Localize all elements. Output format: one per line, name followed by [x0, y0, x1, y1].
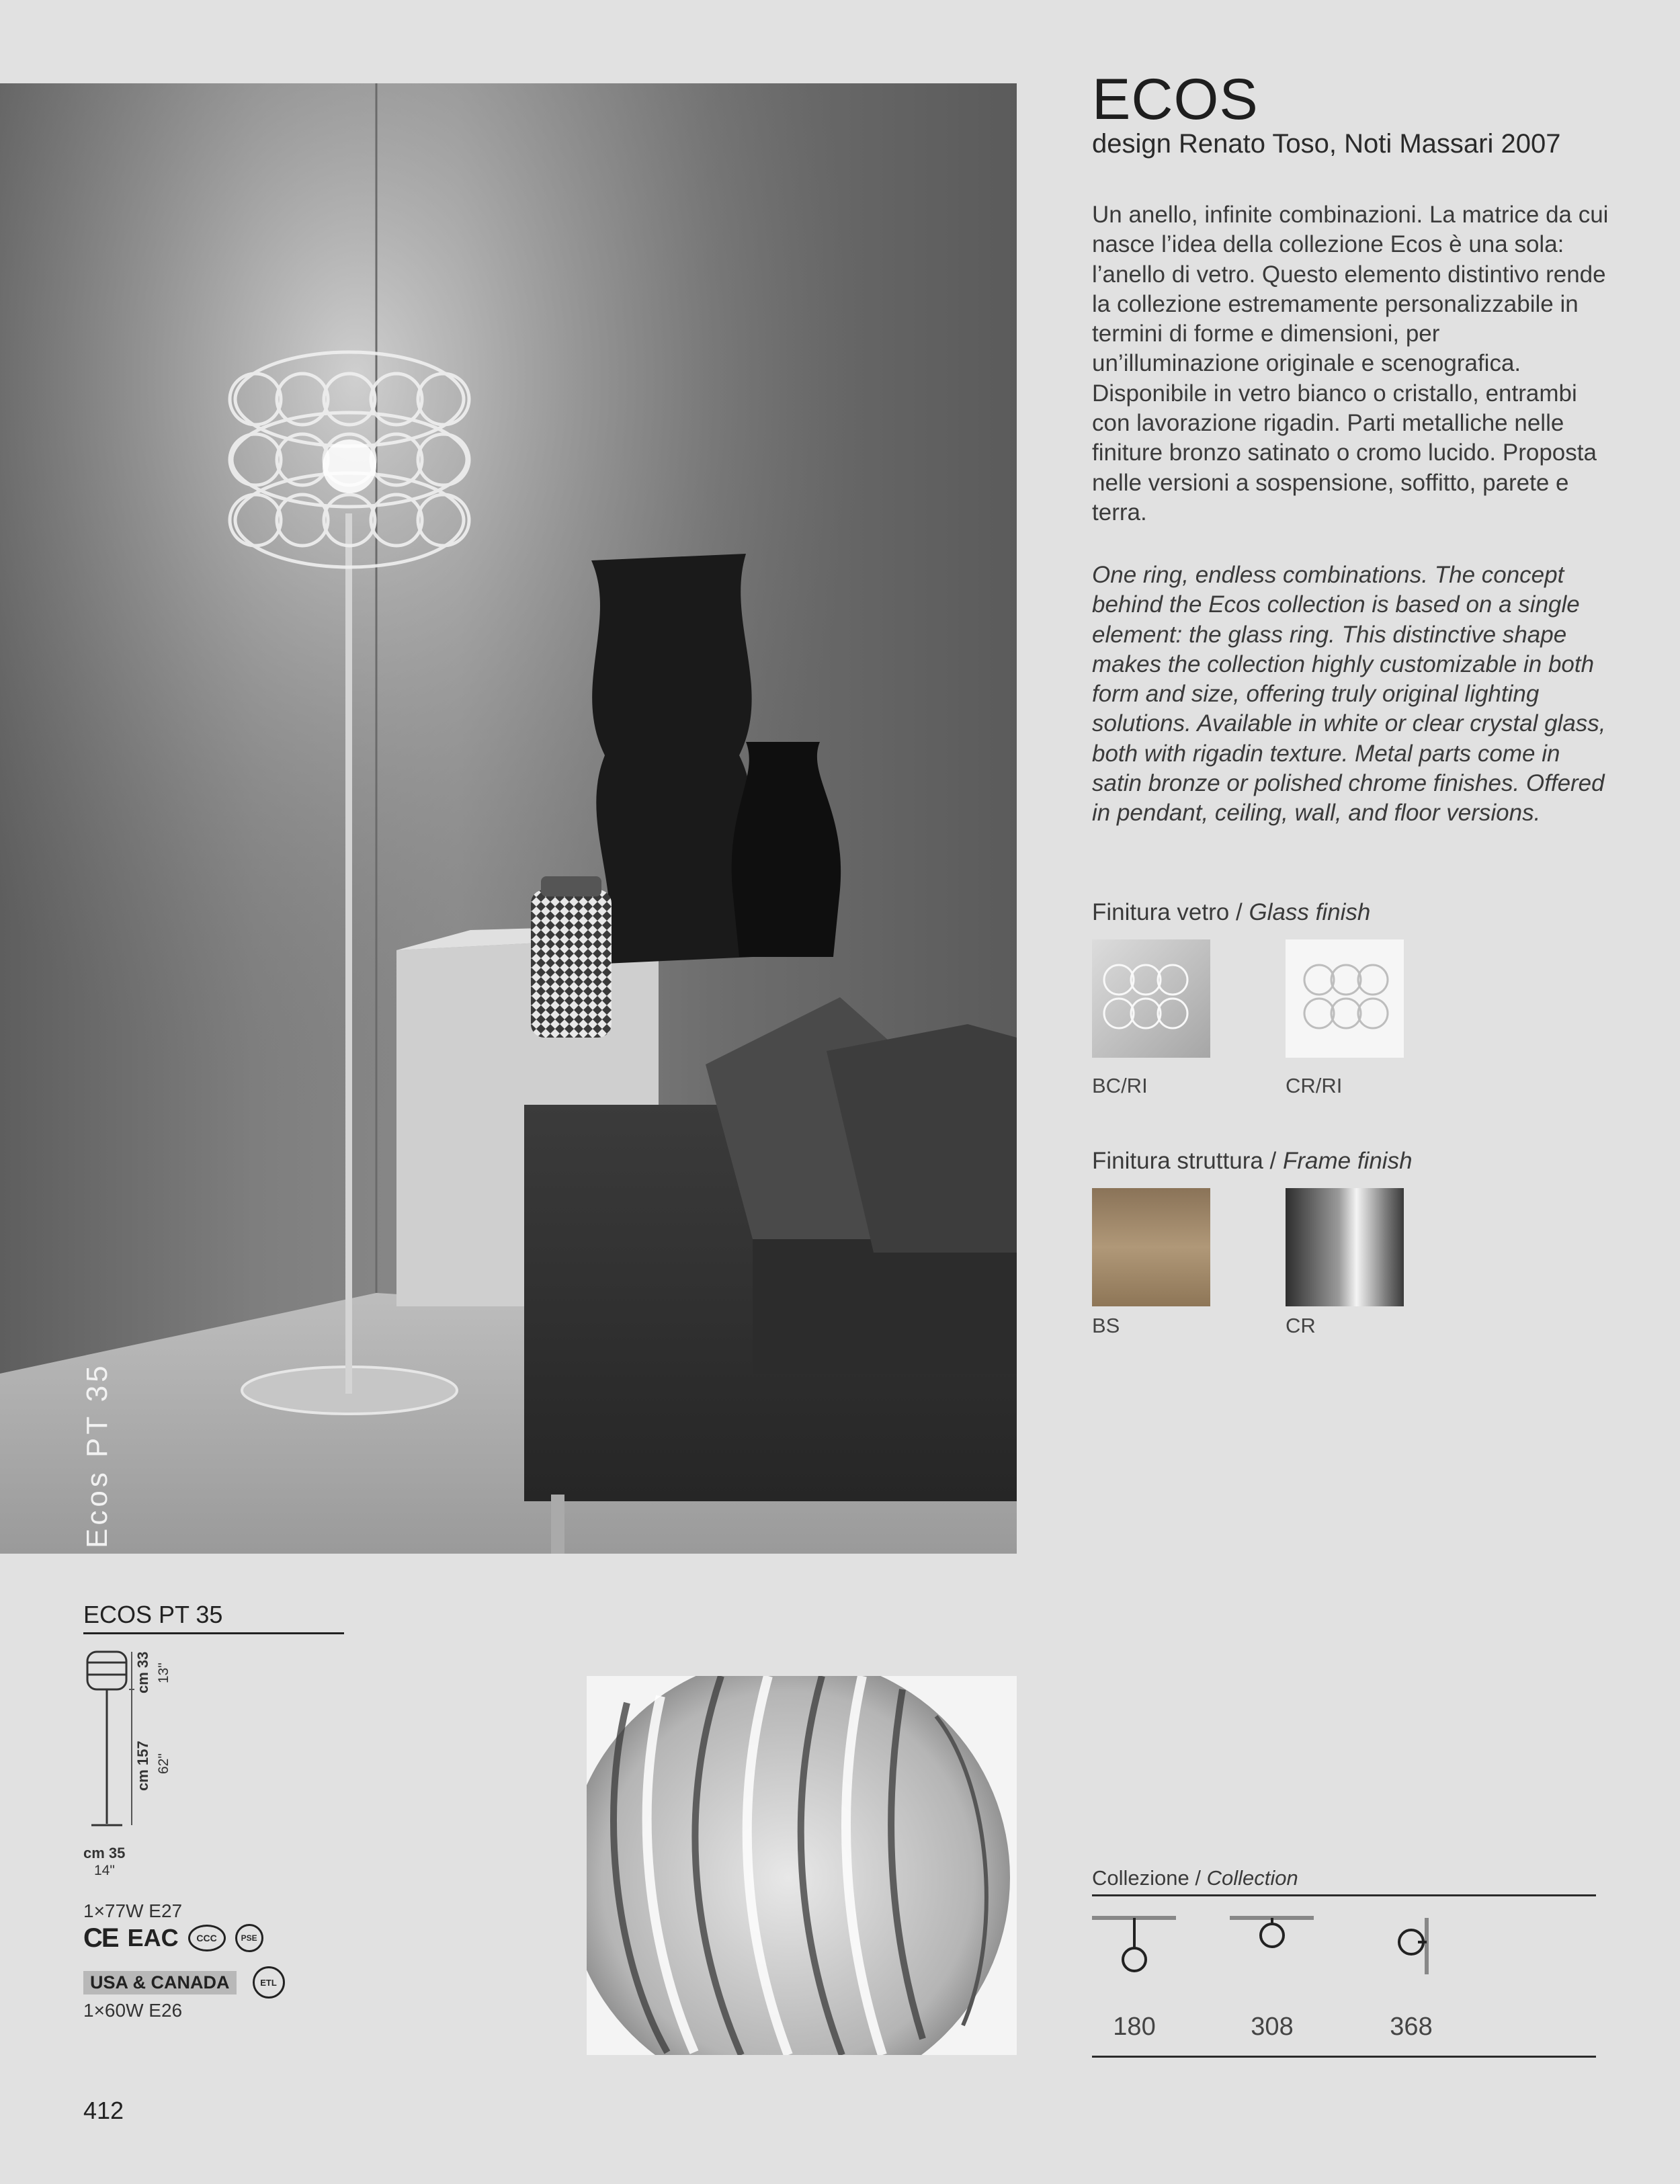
glass-detail-photo	[587, 1676, 1017, 2055]
product-title: ECOS	[1092, 67, 1259, 132]
shade-height: cm 33	[134, 1651, 151, 1693]
ceiling-icon[interactable]	[1230, 1915, 1317, 1976]
glass-code-bc-ri: BC/RI	[1092, 1074, 1148, 1097]
glass-finish-heading: Finitura vetro / Glass finish	[1092, 899, 1371, 925]
collection-item-180[interactable]: 180	[1113, 2013, 1156, 2041]
description-english: One ring, endless combinations. The concept behind the Ecos collection is based on a single element: the glass ring. This distinctive shape makes the collection highly customizable in both form and size, offering truly original lighting solutions. Available in white or clear crystal glass, both with rigadin texture. Metal parts come in satin bronze or polished chrome finishes. Offered in pendant, ceiling, wall, and floor versions.	[1092, 562, 1606, 827]
wall-icon[interactable]	[1384, 1915, 1472, 1976]
frame-code-cr: CR	[1286, 1314, 1316, 1337]
description-italian: Un anello, infinite combinazioni. La matrice da cui nasce l’idea della collezione Ecos è una sola: l’anello di vetro. Questo elemento distintivo rende la collezione estremamente personalizzabile in termini di forme e dimensioni, per un’illuminazione originale e scenografica. Disponibile in vetro bianco o cristallo, entrambi con lavorazione rigadin. Parti metalliche nelle finiture bronzo satinato o cromo lucido. Proposta nelle versioni a sospensione, soffitto, parete e terra.	[1092, 202, 1609, 526]
total-height-in: 62"	[156, 1753, 171, 1774]
total-height-in-label	[156, 1753, 172, 1774]
glass-finish-label-it: Finitura vetro	[1092, 899, 1230, 925]
total-height: cm 157	[134, 1740, 151, 1791]
total-height-label	[134, 1740, 152, 1791]
pse-mark: PSE	[235, 1924, 263, 1952]
glass-swatch-cr-ri[interactable]	[1286, 939, 1404, 1058]
shade-height-in-label	[156, 1663, 172, 1683]
pendant-icon[interactable]	[1092, 1915, 1179, 1976]
width-value: cm 35	[83, 1845, 126, 1861]
glass-finish-label-en: Glass finish	[1249, 899, 1371, 925]
frame-swatch-cr[interactable]	[1286, 1188, 1404, 1306]
bulb-us: 1×60W E26	[83, 2000, 183, 2021]
frame-swatch-bs[interactable]	[1092, 1188, 1210, 1306]
frame-finish-label-en: Frame finish	[1283, 1148, 1413, 1174]
ce-mark: CE	[83, 1923, 118, 1953]
certification-row	[83, 1923, 263, 1953]
etl-mark: ETL	[253, 1966, 285, 1999]
collection-label-it: Collezione	[1092, 1866, 1189, 1890]
collection-item-308[interactable]: 308	[1251, 2013, 1294, 2041]
frame-finish-heading: Finitura struttura / Frame finish	[1092, 1148, 1413, 1174]
spec-divider	[83, 1632, 344, 1634]
collection-item-368[interactable]: 368	[1390, 2013, 1433, 2041]
width-value-in: 14"	[94, 1863, 115, 1878]
room-illustration	[0, 83, 1017, 1554]
hero-photo	[0, 83, 1017, 1554]
glass-code-cr-ri: CR/RI	[1286, 1074, 1343, 1097]
frame-code-bs: BS	[1092, 1314, 1120, 1337]
eac-mark: EAC	[127, 1924, 179, 1951]
shade-height-in: 13"	[156, 1663, 171, 1683]
spec-product-name: ECOS PT 35	[83, 1601, 223, 1628]
ccc-mark: CCC	[188, 1925, 226, 1951]
collection-heading: Collezione / Collection	[1092, 1866, 1298, 1890]
bulb-eu: 1×77W E27	[83, 1900, 183, 1921]
collection-rule-top	[1092, 1894, 1596, 1896]
usa-canada-badge: USA & CANADA	[83, 1971, 237, 1994]
collection-rule-bottom	[1092, 2056, 1596, 2058]
usa-row	[83, 1966, 285, 1999]
vertical-product-label: Ecos PT 35	[81, 1362, 114, 1548]
page-number: 412	[83, 2097, 124, 2124]
designer-credit: design Renato Toso, Noti Massari 2007	[1092, 129, 1561, 159]
frame-finish-label-it: Finitura struttura	[1092, 1148, 1263, 1174]
collection-label-en: Collection	[1206, 1866, 1298, 1890]
glass-swatch-bc-ri[interactable]	[1092, 939, 1210, 1058]
shade-height-label	[134, 1652, 152, 1693]
